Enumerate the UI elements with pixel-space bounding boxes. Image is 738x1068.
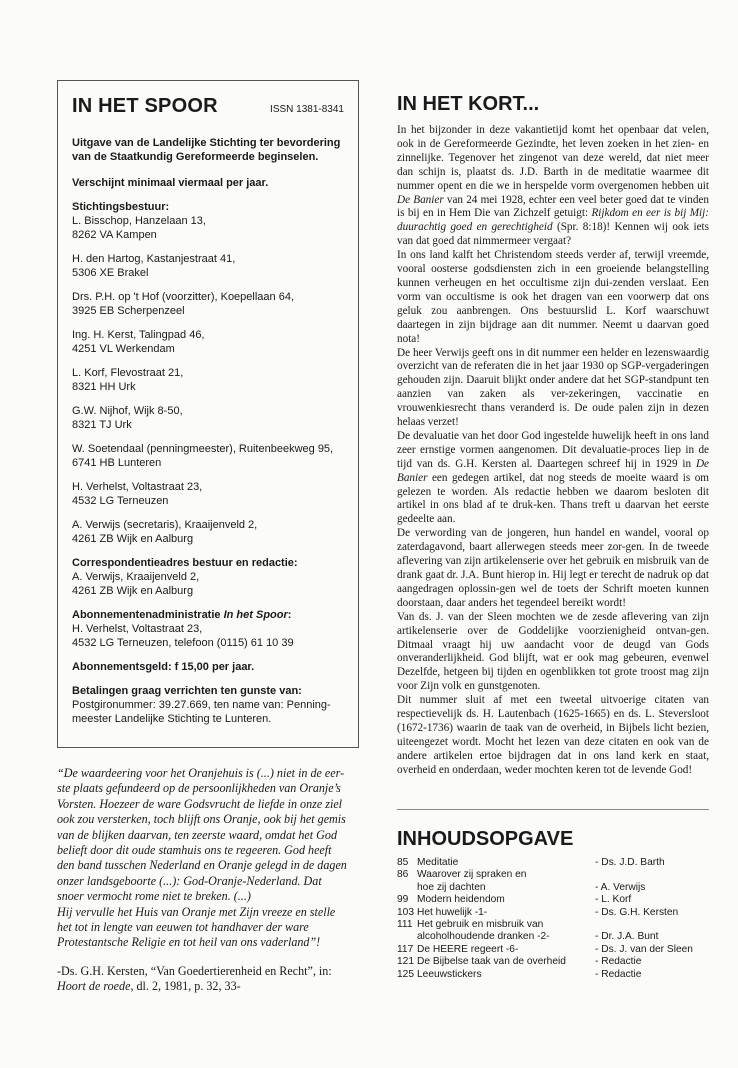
board-entry <box>72 366 348 394</box>
quote-line: “De waardeering voor het Oranjehuis is (...) niet in de eer- <box>57 766 345 780</box>
subscription-fee: Abonnementsgeld: f 15,00 per jaar. <box>72 661 255 673</box>
toc-title: INHOUDSOPGAVE <box>397 828 574 850</box>
toc-row <box>397 956 715 968</box>
citation-rest: , dl. 2, 1981, p. 32, 33- <box>130 979 241 994</box>
board-line: 5306 XE Brakel <box>72 267 149 279</box>
board-entry <box>72 290 348 318</box>
board-line: Ing. H. Kerst, Talingpad 46, <box>72 329 205 341</box>
correspondence-block <box>72 556 348 598</box>
toc-page-number: 111 <box>397 919 413 931</box>
board-entry <box>72 200 348 242</box>
toc-row <box>397 857 715 869</box>
kort-text: De verwording van de jongeren, hun handel en wandel, vooral op zaterdagavond, baart allerwegen steeds meer zor-gen. In de tweede aflevering van zijn artikelenserie over het gebruik en misbruik van de drank gaat dr. J.A. Bunt hierop in. Hij legt er terecht de nadruk op dat aangedragen oplossin-gen wel de toets der Schrift moeten kunnen doorstaan, daar anders het tegendeel bereikt wordt! <box>397 527 709 609</box>
kort-paragraph <box>397 527 709 610</box>
kort-text: Dit nummer sluit af met een tweetal uitvoerige citaten van respectievelijk ds. H. Lautenbach (1625-1665) en ds. L. Steversloot (1672-1736) waarin de taak van de overheid, in Bijbels licht bezien, uiteengezet wordt. Mocht het lezen van deze citaten en ook van de andere artikelen ertoe bijdragen dat in ons land kerk en staat, overheid en onderdaan, weder mochten keren tot de levende God! <box>397 694 709 776</box>
toc-row <box>397 882 715 894</box>
quote-line: het tot in lengte van eeuwen tot handhaver der ware <box>57 920 309 935</box>
subscription-admin-line: 4532 LG Terneuzen, telefoon (0115) 61 10 39 <box>72 637 294 649</box>
quote-line: van de blijken daarvan, ten zeerste waard, omdat het God <box>57 827 338 842</box>
kort-paragraph <box>397 430 709 527</box>
kort-text: De devaluatie van het door God ingestelde huwelijk heeft in ons land zeer ernstige vormen aangenomen. Dit devaluatie-proces liep in de tijd van ds. G.H. Kersten al. Daartegen schreef hij in 1929 in <box>397 429 709 470</box>
kort-paragraph <box>397 347 709 430</box>
board-entry <box>72 518 348 546</box>
subscription-admin-heading-italic: In het Spoor <box>223 609 288 621</box>
quote-line: belieft door dit oude stamhuis ons te regeeren. God heeft <box>57 843 332 858</box>
masthead-header <box>72 95 348 118</box>
board-line: 4532 LG Terneuzen <box>72 495 169 507</box>
board-line: 6741 HB Lunteren <box>72 457 162 469</box>
toc-article-title: Modern heidendom <box>417 894 505 906</box>
board-line: W. Soetendaal (penningmeester), Ruitenbeekweg 95, <box>72 443 334 455</box>
kort-paragraph <box>397 249 709 346</box>
board-line: Drs. P.H. op 't Hof (voorzitter), Koepellaan 64, <box>72 291 294 303</box>
toc-article-title: Meditatie <box>417 857 459 868</box>
toc-page-number: 103 <box>397 906 414 918</box>
toc-row <box>397 907 715 919</box>
masthead-box <box>57 80 359 748</box>
correspondence-line: A. Verwijs, Kraaijenveld 2, <box>72 571 200 583</box>
quote-line: ste plaats gefundeerd op de persoonlijkheden van Oranje’s <box>57 781 341 796</box>
kort-title: IN HET KORT... <box>397 93 540 115</box>
board-line: 8321 TJ Urk <box>72 419 132 431</box>
toc-article-title: alcoholhoudende dranken -2- <box>417 931 550 943</box>
board-entry <box>72 252 348 280</box>
toc-article-title: De Bijbelse taak van de overheid <box>417 956 566 968</box>
toc-author: - Redactie <box>595 956 642 968</box>
toc-author: - Dr. J.A. Bunt <box>595 931 659 943</box>
quote-line: den band tusschen Nederland en Oranje gelegd in de dagen <box>57 858 347 873</box>
board-line: 4261 ZB Wijk en Aalburg <box>72 533 194 545</box>
toc-row <box>397 869 715 881</box>
kort-italic: De Banier <box>397 193 444 206</box>
quote-line: snoer vermocht rome niet te breken. (...) <box>57 889 251 904</box>
correspondence-heading: Correspondentieadres bestuur en redactie: <box>72 557 298 569</box>
board-line: H. Verhelst, Voltastraat 23, <box>72 481 203 493</box>
correspondence-line: 4261 ZB Wijk en Aalburg <box>72 585 194 597</box>
quote-line: Vorsten. Hoezeer de ware Godsvrucht de liefde in onze ziel <box>57 796 343 811</box>
toc-list <box>397 857 715 981</box>
board-entry <box>72 328 348 356</box>
kort-paragraph <box>397 124 709 249</box>
payment-heading: Betalingen graag verrichten ten gunste van: <box>72 685 302 697</box>
board-heading: Stichtingsbestuur: <box>72 201 170 213</box>
toc-article-title: Leeuwstickers <box>417 968 482 980</box>
toc-author: - Ds. J.D. Barth <box>595 857 665 868</box>
board-entry <box>72 404 348 432</box>
board-line: L. Bisschop, Hanzelaan 13, <box>72 215 206 227</box>
toc-row <box>397 931 715 943</box>
subscription-admin-heading-text: Abonnementenadministratie <box>72 609 221 621</box>
board-line: A. Verwijs (secretaris), Kraaijenveld 2, <box>72 519 258 531</box>
kort-text: van 24 mei 1928, echter een veel beter goed dat te vinden is bij en in Hem Die van Zichzelf getuigt: <box>397 193 709 220</box>
toc-article-title: Het gebruik en misbruik van <box>417 919 544 931</box>
quote-line: Protestantsche Religie en tot heil van ons vaderland”! <box>57 935 321 950</box>
citation-line: -Ds. G.H. Kersten, “Van Goedertierenheid en Recht”, in: <box>57 964 332 978</box>
board-line: G.W. Nijhof, Wijk 8-50, <box>72 405 183 417</box>
toc-page-number: 85 <box>397 857 409 868</box>
toc-article-title: hoe zij dachten <box>417 881 486 893</box>
board-line: 3925 EB Scherpenzeel <box>72 305 185 317</box>
board-line: L. Korf, Flevostraat 21, <box>72 367 184 379</box>
quote-citation <box>57 964 360 995</box>
kort-text: In het bijzonder in deze vakantietijd komt het openbaar dat velen, ook in de Gereformeerde Gezindte, het leven zoeken in het zien- en zinnelijke. Tegenover het zingenot van deze wereld, dat niet meer dan schijn is, plaatst ds. J.D. Barth in de meditatie waarmee dit nummer opent en die we in herspelde vorm overgenomen hebben uit <box>397 124 709 192</box>
citation-line <box>57 979 360 994</box>
board-line: 8321 HH Urk <box>72 381 136 393</box>
board-entry <box>72 442 348 470</box>
toc-row <box>397 969 715 981</box>
kort-paragraph <box>397 694 709 777</box>
subscription-admin-heading-colon: : <box>287 609 292 621</box>
toc-author: - L. Korf <box>595 894 632 906</box>
toc-page-number <box>397 882 417 894</box>
toc-page-number: 86 <box>397 869 409 881</box>
toc-row <box>397 894 715 906</box>
toc-article-title: Waarover zij spraken en <box>417 869 527 881</box>
kort-text: De heer Verwijs geeft ons in dit nummer een helder en lezenswaardig overzicht van de referaten die in het jaar 1930 op SGP-vergaderingen gehouden zijn. Daaruit blijkt onder andere dat het SGP-standpunt ten aanzien van zaken als ver-zekeringen, vaccinatie en vrouwenkiesrecht thans veranderd is. De oude palen zijn in dezen helaas verzet! <box>397 346 709 429</box>
toc-page-number: 117 <box>397 943 414 955</box>
board-entry <box>72 480 348 508</box>
citation-source: Hoort de roede <box>57 979 131 994</box>
board-line: H. den Hartog, Kastanjestraat 41, <box>72 253 236 265</box>
kort-italic: De Banier <box>397 457 709 484</box>
toc-row <box>397 919 715 931</box>
kort-text: (Spr. 8:18)! Kennen wij ook iets van dat goed dat nimmermeer vergaat? <box>397 221 709 248</box>
toc-article-title: Het huwelijk -1- <box>417 906 488 918</box>
kort-text: Van ds. J. van der Sleen mochten we de zesde aflevering van zijn artikelenserie over de Goddelijke voorzienigheid ontvan-gen. Ditmaal vraagt hij uw aandacht voor de deugd van Gods onveranderlijkheid. God blijft, wat er ook mag gebeuren, evenwel Dezelfde, hetgeen bij tijden en ogenblikken tot grote troost mag zijn voor Zijn volk en gunstgenoten. <box>397 610 709 693</box>
subscription-admin-heading <box>72 608 348 622</box>
toc-author: - Ds. J. van der Sleen <box>595 943 693 955</box>
toc-page-number <box>397 931 417 943</box>
kort-italic: Rijkdom en eer is bij Mij: duurachtig goed en gerechtigheid <box>397 207 709 234</box>
issn: ISSN 1381-8341 <box>270 104 344 115</box>
toc-author: - Redactie <box>595 968 642 980</box>
section-divider <box>397 809 709 810</box>
quote-line: ook zou versterken, toch blijft ons Oranje, ook bij het gemis <box>57 812 346 827</box>
toc-author <box>595 869 715 881</box>
subscription-admin-block <box>72 608 348 650</box>
board-line: 8262 VA Kampen <box>72 229 157 241</box>
quote-line: onzer landsgeboorte (...): God-Oranje-Nederland. Dat <box>57 873 322 888</box>
payment-line: meester Landelijke Stichting te Lunteren. <box>72 713 272 725</box>
toc-author: - A. Verwijs <box>595 881 646 893</box>
toc-author <box>595 919 715 931</box>
kort-paragraph <box>397 611 709 694</box>
masthead-title: IN HET SPOOR <box>72 95 218 117</box>
frequency-line: Verschijnt minimaal viermaal per jaar. <box>72 177 269 189</box>
payment-line: Postgironummer: 39.27.669, ten name van: Penning- <box>72 699 331 711</box>
oranje-quote <box>57 766 360 951</box>
payment-block <box>72 684 348 726</box>
toc-author: - Ds. G.H. Kersten <box>595 906 679 918</box>
quote-line: Hij vervulle het Huis van Oranje met Zijn vreeze en stelle <box>57 904 336 919</box>
toc-row <box>397 944 715 956</box>
publisher-line: Uitgave van de Landelijke Stichting ter bevordering van de Staatkundig Gereformeerde beginselen. <box>72 137 341 163</box>
toc-page-number: 99 <box>397 894 409 906</box>
toc-page-number: 125 <box>397 968 414 980</box>
toc-article-title: De HEERE regeert -6- <box>417 943 519 955</box>
kort-text: een gedegen artikel, dat nog steeds de moeite waard is om gelezen te worden. Als redactie hebben we daarom besloten dit artikel in ons blad af te druk-ken. Thans treft u daarvan het eerste gedeelte aan. <box>397 471 709 526</box>
toc-page-number: 121 <box>397 956 414 968</box>
kort-text: In ons land kalft het Christendom steeds verder af, terwijl vreemde, vooral oosterse godsdiensten zich in een groeiende belangstelling kunnen verheugen en het occultisme zijn dui-zenden verslaat. Een vorm van occultisme is ook het dragen van een voorwerp dat ons geluk zou aanbrengen. Ons bestuurslid L. Korf waarschuwt daartegen in zijn bijdrage aan dit nummer. Neemt u daarvan goed nota! <box>397 249 709 345</box>
subscription-admin-line: H. Verhelst, Voltastraat 23, <box>72 623 203 635</box>
board-line: 4251 VL Werkendam <box>72 343 175 355</box>
kort-body <box>397 124 709 778</box>
